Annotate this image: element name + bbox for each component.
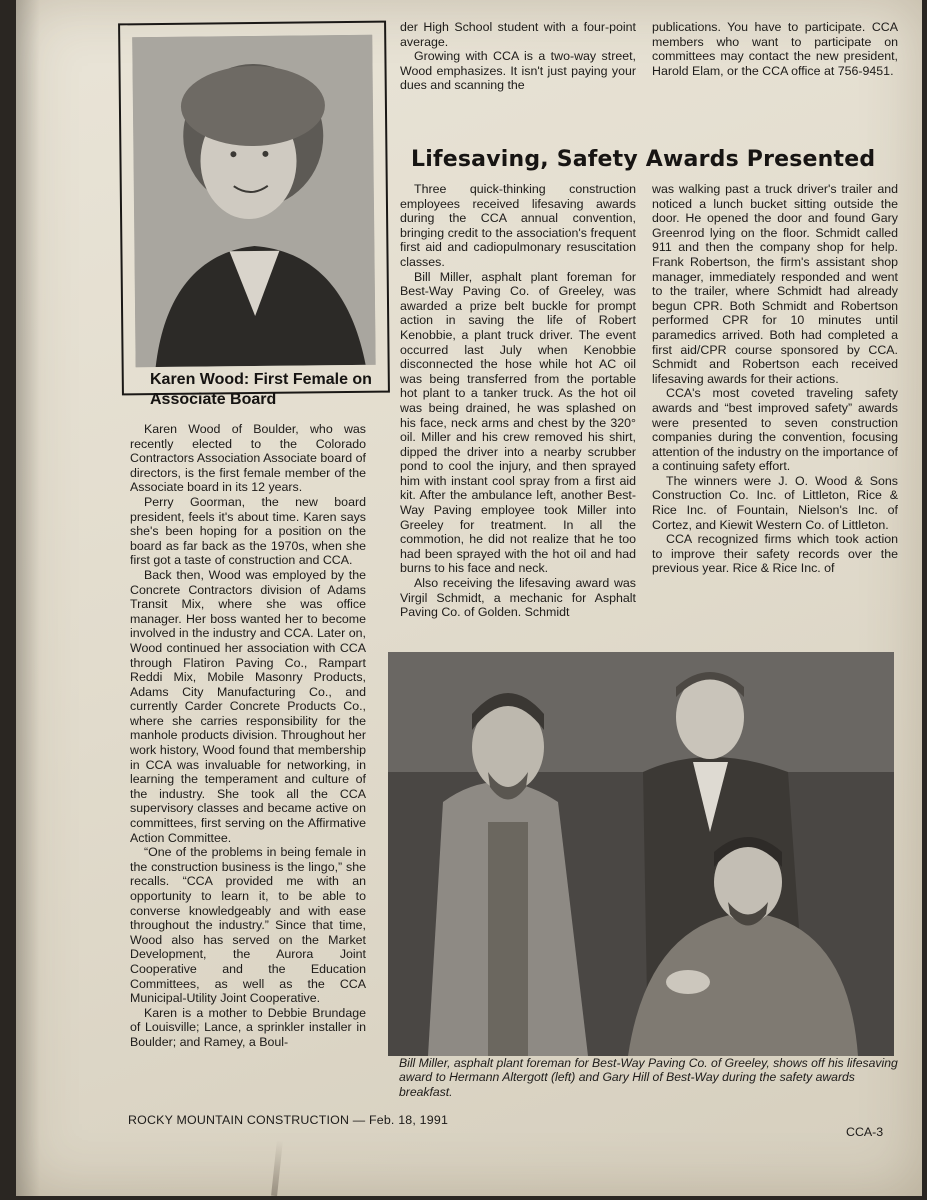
page-fold-shadow [16, 0, 40, 1196]
middle-column [400, 182, 636, 620]
left-paragraph: Karen is a mother to Debbie Brundage of Louisville; Lance, a sprinkler installer in Boulder; and Ramey, a Boul- [130, 1005, 366, 1049]
portrait-headline: Karen Wood: First Female on Associate Board [150, 371, 372, 408]
right-paragraph: CCA recognized firms which took action to improve their safety records over the previous year. Rice & Rice Inc. of [652, 532, 898, 576]
top-middle-paragraph: der High School student with a four-point average. [400, 20, 636, 49]
awards-photo [388, 652, 894, 1056]
paper-tear [271, 1140, 283, 1196]
photo-caption: Bill Miller, asphalt plant foreman for Best-Way Paving Co. of Greeley, shows off his lifesaving award to Hermann Altergott (left) and Gary Hill of Best-Way during the safety awards breakfast. [399, 1056, 898, 1099]
portrait-frame [118, 21, 390, 396]
top-middle-paragraph: Growing with CCA is a two-way street, Wood emphasizes. It isn't just paying your dues and scanning the [400, 49, 636, 93]
portrait-photo-karen-wood [132, 35, 375, 367]
top-right-column [652, 20, 898, 78]
left-paragraph: Back then, Wood was employed by the Concrete Contractors division of Adams Transit Mix, where she was office manager. Her boss wanted her to become involved in the industry and CCA. Later on, Wood continued her association with CCA through Flatiron Paving Co., Rampart Reddi Mix, Mobile Masonry Products, Adams City Manufacturing Co., and currently Carder Concrete Products Co., where she carries responsibility for the manhole products division. Throughout her work history, Wood found that membership in CCA was invaluable for networking, in learning the temperament and culture of the industry. She took all the CCA supervisory classes and became active on committees, first serving on the Affirmative Action Committee. [130, 567, 366, 845]
middle-paragraph: Bill Miller, asphalt plant foreman for Best-Way Paving Co. of Greeley, was awarded a prize belt buckle for prompt action in saving the life of Robert Kenobbie, a plant truck driver. The event occurred last July when Kenobbie disconnected the hose while hot AC oil was being transferred from the portable hot plant to a tanker truck. As the hot oil was being drained, he was splashed on his face, neck arms and chest by the 320° oil. Miller and his crew removed his shirt, dipped the driver into a nearby scrubber pond to cool the injury, and then sprayed him with instant cool spray from a first aid kit. After the ambulance left, another Best-Way Paving employee took Miller into Greeley for treatment. In all the commotion, he did not realize that he too had been sprayed with the hot oil and had burns to his face and neck. [400, 269, 636, 576]
top-middle-column [400, 20, 636, 93]
right-column [652, 182, 898, 576]
left-paragraph: Perry Goorman, the new board president, feels it's about time. Karen says she's been hoping for a position on the board as far back as the 1970s, when she first got a taste of construction and CCA. [130, 494, 366, 568]
page-number: CCA-3 [846, 1125, 884, 1139]
left-paragraph: “One of the problems in being female in the construction business is the lingo,” she recalls. “CCA provided me with an opportunity to learn it, to be able to converse knowledgeably and with ease throughout the industry.” Since that time, Wood also has served on the Market Development, the Aurora Joint Cooperative and the Education Committees, as well as the CCA Municipal-Utility Joint Cooperative. [130, 845, 366, 1006]
right-paragraph: CCA's most coveted traveling safety awards and “best improved safety” awards were presented to seven construction companies during the convention, focusing attention of the industry on the importance of a continuing safety effort. [652, 386, 898, 474]
publication-footer: ROCKY MOUNTAIN CONSTRUCTION — Feb. 18, 1991 [128, 1113, 449, 1127]
newspaper-page [16, 0, 922, 1196]
left-column [130, 422, 366, 1050]
top-right-paragraph: publications. You have to participate. CCA members who want to participate on committees may contact the new president, Harold Elam, or the CCA office at 756-9451. [652, 20, 898, 78]
left-paragraph: Karen Wood of Boulder, who was recently elected to the Colorado Contractors Association Associate board of directors, is the first female member of the Associate board in its 12 years. [130, 422, 366, 495]
right-paragraph: was walking past a truck driver's trailer and noticed a lunch bucket sitting outside the door. He opened the door and found Gary Greenrod lying on the floor. Schmidt called 911 and then the company shop for help. Frank Robertson, the firm's assistant shop manager, immediately responded and went to the trailer, where Schmidt had already begun CPR. Both Schmidt and Robertson performed CPR for 10 minutes until paramedics arrived. Both had completed a first aid/CPR course sponsored by CCA. Schmidt and Robertson each received lifesaving awards for their actions. [652, 182, 898, 386]
middle-paragraph: Three quick-thinking construction employees received lifesaving awards during the CCA annual convention, bringing credit to the association's frequent first aid and cadiopulmonary resuscitation classes. [400, 182, 636, 269]
article-headline: Lifesaving, Safety Awards Presented [411, 147, 876, 172]
right-paragraph: The winners were J. O. Wood & Sons Construction Co. Inc. of Littleton, Rice & Rice Inc. of Fountain, Nielson's Inc. of Cortez, and Kiewit Western Co. of Littleton. [652, 473, 898, 532]
middle-paragraph: Also receiving the lifesaving award was Virgil Schmidt, a mechanic for Asphalt Paving Co. of Golden. Schmidt [400, 576, 636, 620]
